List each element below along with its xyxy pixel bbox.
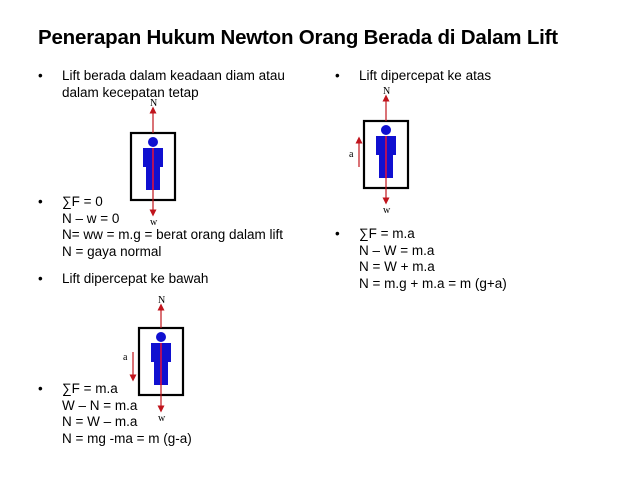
lift-diagram-up xyxy=(349,86,408,216)
equation-line: W – N = m.a xyxy=(62,397,138,413)
bullet-text-line: Lift berada dalam keadaan diam atau xyxy=(62,68,285,83)
equation-line: N = W + m.a xyxy=(359,259,435,274)
equation-line: N – W = m.a xyxy=(359,242,435,258)
bullet-marker: • xyxy=(38,68,43,83)
acceleration-label: a xyxy=(349,149,354,160)
bullet-marker: • xyxy=(38,381,43,396)
normal-force-label: N xyxy=(158,295,166,306)
bullet-marker: • xyxy=(335,68,340,83)
equation-line: N = W – m.a xyxy=(62,414,138,429)
bullet-marker: • xyxy=(335,226,340,241)
weight-label: w xyxy=(158,413,166,424)
lift-diagram-still xyxy=(131,98,175,228)
equation-line: ∑F = m.a xyxy=(62,381,118,396)
person-icon xyxy=(143,137,163,190)
equation-line: N= ww = m.g = berat orang dalam lift xyxy=(62,227,283,242)
equation-line: N = gaya normal xyxy=(62,243,162,259)
bullet-marker: • xyxy=(38,194,43,209)
person-icon xyxy=(376,125,396,178)
acceleration-label: a xyxy=(123,352,128,363)
lift-diagram-down xyxy=(123,295,183,424)
bullet-text-line: Lift dipercepat ke bawah xyxy=(62,271,209,286)
slide-title: Penerapan Hukum Newton Orang Berada di Dalam Lift xyxy=(38,26,558,49)
equation-line: N = m.g + m.a = m (g+a) xyxy=(359,275,507,291)
equation-line: ∑F = m.a xyxy=(359,226,415,241)
bullet-text-line: Lift dipercepat ke atas xyxy=(359,68,492,83)
person-icon xyxy=(151,332,171,385)
bullet-marker: • xyxy=(38,271,43,286)
bullet-text-line: dalam kecepatan tetap xyxy=(62,84,199,100)
weight-label: w xyxy=(383,205,391,216)
normal-force-label: N xyxy=(383,86,391,97)
equation-line: ∑F = 0 xyxy=(62,194,103,209)
weight-label: w xyxy=(150,217,158,228)
equation-line: N = mg -ma = m (g-a) xyxy=(62,430,192,446)
normal-force-label: N xyxy=(150,98,158,109)
equation-line: N – w = 0 xyxy=(62,210,120,226)
